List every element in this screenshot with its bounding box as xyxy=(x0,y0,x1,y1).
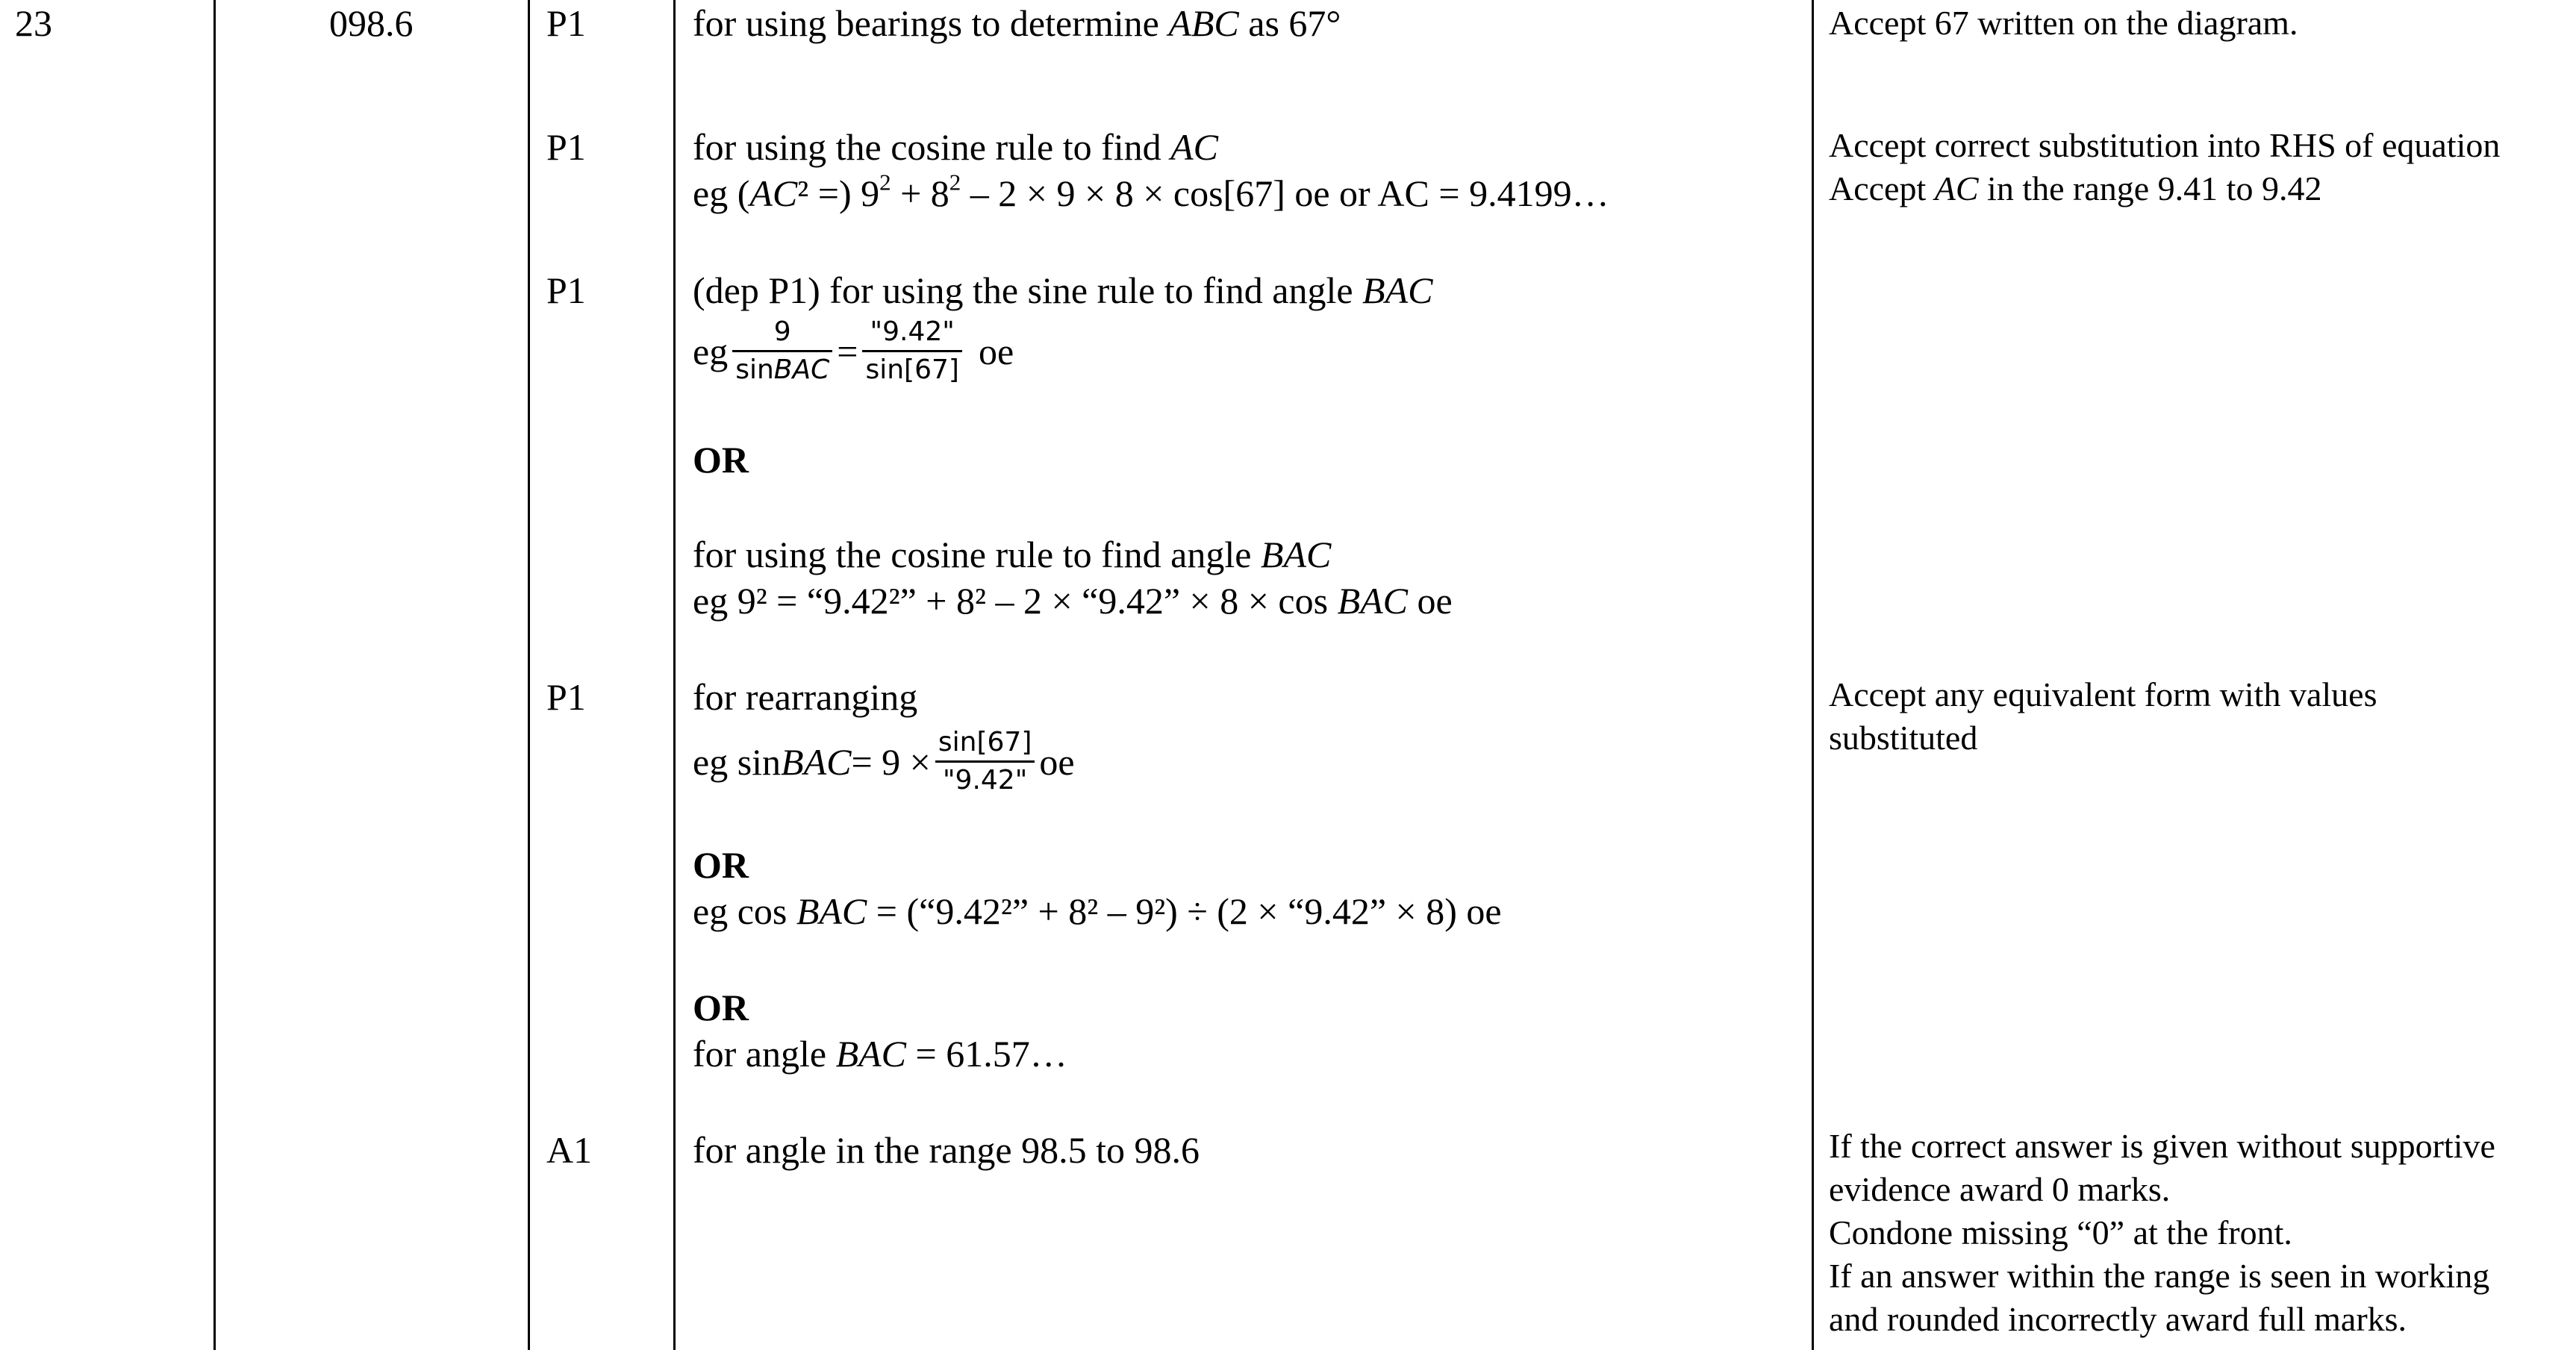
row5-note-line1: If the correct answer is given without supportive xyxy=(1829,1127,2495,1165)
mark-code-1: P1 xyxy=(546,2,586,44)
row5-note-line4: If an answer within the range is seen in working xyxy=(1829,1257,2490,1295)
column-divider-1 xyxy=(213,0,216,1350)
row3-sine-rule-equation: eg $\frac{9}{\text{sinBAC}}$ = $\frac{"9.42"}{\sin[67]}$ oe xyxy=(693,306,1014,393)
mark-code-5: A1 xyxy=(546,1129,593,1171)
column-divider-3 xyxy=(673,0,676,1350)
row4-or-2: OR xyxy=(693,987,749,1028)
row3-method-line1: (dep P1) for using the sine rule to find angle BAC xyxy=(693,269,1433,311)
row3-method-line4: eg 9² = “9.42²” + 8² – 2 × “9.42” × 8 × cos BAC oe xyxy=(693,580,1453,622)
row4-rearranging-equation: eg sinBAC= 9 × $\frac{\sin[67]}{"9.42"}$ oe xyxy=(693,713,1075,806)
row5-method: for angle in the range 98.5 to 98.6 xyxy=(693,1129,1200,1171)
row3-or: OR xyxy=(693,439,749,481)
row5-note-line2: evidence award 0 marks. xyxy=(1829,1170,2171,1208)
row5-note-line3: Condone missing “0” at the front. xyxy=(1829,1213,2292,1251)
row2-note-line2: Accept AC in the range 9.41 to 9.42 xyxy=(1829,169,2322,207)
row3-method-line3: for using the cosine rule to find angle BAC xyxy=(693,534,1332,575)
column-divider-4 xyxy=(1812,0,1814,1350)
row5-note-line5: and rounded incorrectly award full marks. xyxy=(1829,1300,2407,1338)
row1-note: Accept 67 written on the diagram. xyxy=(1829,4,2298,42)
row4-method-line1: for rearranging xyxy=(693,676,918,718)
question-number: 23 xyxy=(15,2,52,44)
row4-or-1: OR xyxy=(693,844,749,886)
row4-note-line2: substituted xyxy=(1829,719,1978,757)
sine-rule-fraction-left: $\frac{9}{\text{sinBAC}}$ xyxy=(732,314,832,388)
row4-note-line1: Accept any equivalent form with values xyxy=(1829,675,2377,713)
mark-code-3: P1 xyxy=(546,269,586,311)
answer-value: 098.6 xyxy=(329,2,414,44)
row2-method-line1: for using the cosine rule to find AC xyxy=(693,126,1219,168)
mark-code-4: P1 xyxy=(546,676,586,718)
rearranging-fraction: $\frac{\sin[67]}{"9.42"}$ xyxy=(935,725,1035,799)
row2-note-line1: Accept correct substitution into RHS of equation xyxy=(1829,126,2501,164)
row4-method-line3: eg cos BAC = (“9.42²” + 8² – 9²) ÷ (2 × “9.42” × 8) oe xyxy=(693,890,1502,932)
row1-method: for using bearings to determine ABC as 67° xyxy=(693,2,1341,44)
sine-rule-fraction-right: $\frac{"9.42"}{\sin[67]}$ xyxy=(862,314,961,388)
mark-code-2: P1 xyxy=(546,126,586,168)
column-divider-2 xyxy=(528,0,530,1350)
row2-method-line2: eg (AC² =) $9^2 + 8^2 - 2 \times 9 \times 8 \times \cos[67]$ oe or AC = 9.4199… xyxy=(693,169,1609,214)
row4-method-line4: for angle BAC = 61.57… xyxy=(693,1033,1067,1075)
